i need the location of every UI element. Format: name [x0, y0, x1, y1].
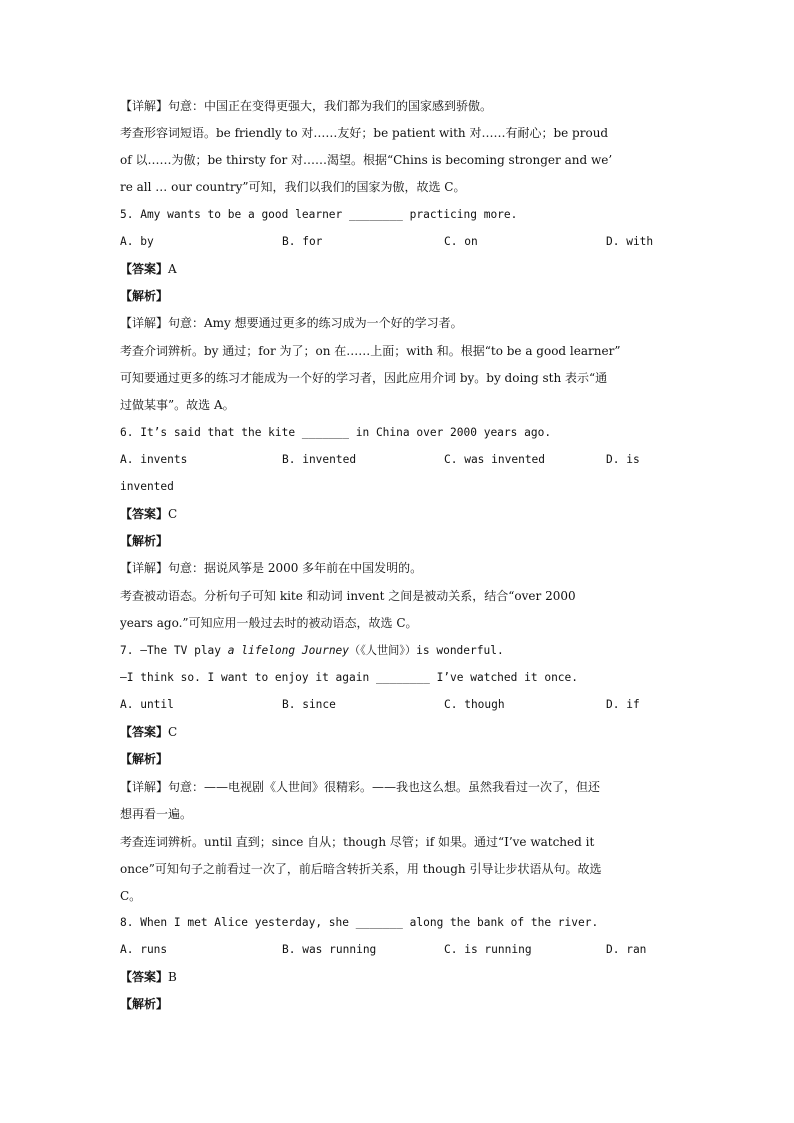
option-c: C. is running: [444, 943, 532, 956]
option-b: B. for: [282, 235, 323, 248]
detail-line: 考查介词辨析。by 通过；for 为了；on 在……上面；with 和。根据“to be a good learner”: [120, 344, 621, 358]
detail-line: C。: [120, 889, 142, 903]
question-6-stem: 6. It’s said that the kite _______ in China over 2000 years ago.: [120, 426, 552, 439]
question-7-stem-2: —I think so. I want to enjoy it again ________ I’ve watched it once.: [120, 671, 579, 684]
detail-line: once”可知句子之前看过一次了，前后暗含转折关系，用 though 引导让步状语从句。故选: [120, 862, 602, 876]
analysis-label: 【解析】: [120, 289, 169, 303]
answer-label: 【答案】: [120, 725, 169, 739]
option-c: C. was invented: [444, 453, 546, 466]
detail-line: years ago.”可知应用一般过去时的被动语态，故选 C。: [120, 616, 418, 630]
option-b: B. was running: [282, 943, 377, 956]
detail-line: 【详解】句意：——电视剧《人世间》很精彩。——我也这么想。虽然我看过一次了，但还: [120, 780, 601, 794]
stem-suffix: （《人世间》）is wonderful.: [349, 644, 504, 657]
detail-line: 【详解】句意：Amy 想要通过更多的练习成为一个好的学习者。: [120, 316, 463, 330]
detail-line: 考查形容词短语。be friendly to 对……友好；be patient with 对……有耐心；be proud: [120, 126, 609, 140]
answer: [120, 506, 680, 522]
detail-line: 可知要通过更多的练习才能成为一个好的学习者，因此应用介词 by。by doing sth 表示“通: [120, 371, 608, 385]
answer: [120, 261, 680, 277]
detail-line: 想再看一遍。: [120, 807, 193, 821]
answer-value: C: [168, 725, 178, 739]
detail-line: 考查被动语态。分析句子可知 kite 和动词 invent 之间是被动关系，结合“over 2000: [120, 589, 576, 603]
option-c: C. on: [444, 235, 478, 248]
question-8-stem: 8. When I met Alice yesterday, she _______ along the bank of the river.: [120, 916, 599, 929]
detail-line: re all … our country”可知，我们以我们的国家为傲，故选 C。: [120, 180, 466, 194]
option-d: D. with: [606, 235, 654, 248]
option-b: B. since: [282, 698, 336, 711]
option-a: A. invents: [120, 453, 188, 466]
option-c: C. though: [444, 698, 505, 711]
detail-line: of 以……为傲；be thirsty for 对……渴望。根据“Chins is becoming stronger and we’: [120, 153, 613, 167]
stem-title-italic: a lifelong Journey: [227, 644, 350, 657]
option-a: A. by: [120, 235, 154, 248]
question-5-stem: 5. Amy wants to be a good learner ________ practicing more.: [120, 208, 518, 221]
answer: [120, 969, 680, 985]
stem-prefix: 7. —The TV play: [120, 644, 228, 657]
detail-line: 【详解】句意：中国正在变得更强大，我们都为我们的国家感到骄傲。: [120, 99, 493, 113]
option-d: D. ran: [606, 943, 647, 956]
option-d-overflow: invented: [120, 480, 174, 493]
option-d: D. if: [606, 698, 640, 711]
option-b: B. invented: [282, 453, 357, 466]
detail-line: 【详解】句意：据说风筝是 2000 多年前在中国发明的。: [120, 561, 423, 575]
answer-value: A: [168, 262, 177, 276]
answer-value: C: [168, 507, 178, 521]
option-a: A. until: [120, 698, 174, 711]
analysis-label: 【解析】: [120, 752, 169, 766]
option-a: A. runs: [120, 943, 168, 956]
detail-line: 过做某事”。故选 A。: [120, 398, 235, 412]
analysis-label: 【解析】: [120, 997, 169, 1011]
answer-label: 【答案】: [120, 507, 169, 521]
answer-value: B: [168, 970, 177, 984]
answer-label: 【答案】: [120, 970, 169, 984]
analysis-label: 【解析】: [120, 534, 169, 548]
answer: [120, 724, 680, 740]
detail-line: 考查连词辨析。until 直到；since 自从；though 尽管；if 如果。通过“I’ve watched it: [120, 835, 595, 849]
question-7-stem: [120, 643, 680, 659]
option-d: D. is: [606, 453, 640, 466]
answer-label: 【答案】: [120, 262, 169, 276]
